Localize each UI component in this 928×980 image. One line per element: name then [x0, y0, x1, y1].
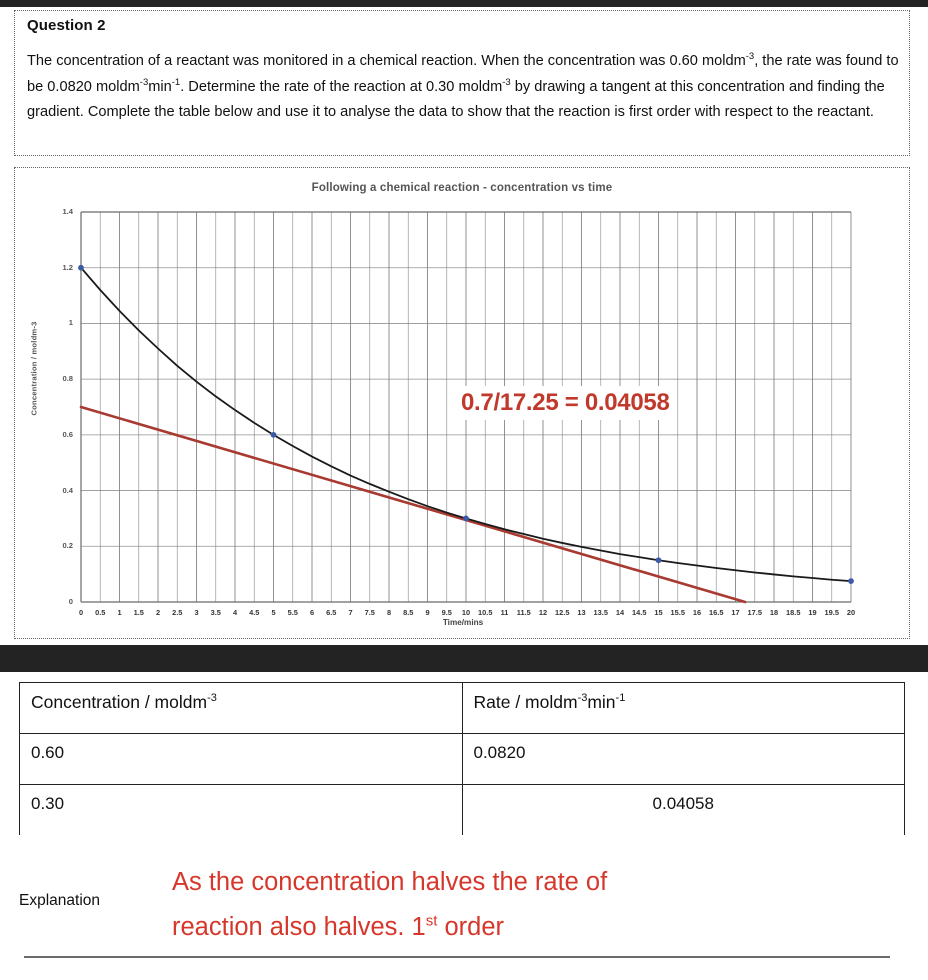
x-axis-tick: 12.5	[555, 608, 570, 617]
x-axis-tick: 5.5	[287, 608, 298, 617]
middle-dark-band	[0, 645, 928, 672]
question-line: The concentration of a reactant was monitored in a chemical reaction. When the concentration was	[27, 53, 666, 69]
x-axis-tick: 8.5	[403, 608, 414, 617]
cell-rate[interactable]: 0.0820	[462, 734, 905, 785]
x-axis-tick: 14.5	[632, 608, 647, 617]
explanation-answer-text	[172, 860, 872, 950]
x-axis-tick: 18.5	[786, 608, 801, 617]
y-axis-tick: 0	[68, 597, 73, 606]
table-header-row	[20, 683, 905, 734]
y-axis-tick: 0.8	[62, 374, 73, 384]
x-axis-tick: 2.5	[172, 608, 183, 617]
x-axis-tick: 4	[232, 608, 238, 617]
chart-title: Following a chemical reaction - concentration vs time	[311, 182, 613, 194]
cell-rate[interactable]: 0.04058	[462, 785, 905, 836]
x-axis-tick: 14	[615, 608, 625, 617]
results-table	[19, 682, 905, 836]
x-axis-tick: 16	[692, 608, 702, 617]
x-axis-tick: 7	[348, 608, 353, 617]
y-axis-tick: 0.4	[62, 485, 73, 495]
x-axis-tick: 9	[425, 608, 430, 617]
x-axis-tick: 13	[577, 608, 586, 617]
top-dark-band	[0, 0, 928, 7]
x-axis-tick: 6.5	[326, 608, 337, 617]
question-section	[0, 7, 928, 645]
x-axis-tick: 17	[731, 608, 740, 617]
x-axis-tick: 10	[461, 608, 471, 617]
x-axis-tick: 13.5	[593, 608, 608, 617]
explanation-label: Explanation	[19, 892, 101, 909]
x-axis-tick: 15.5	[670, 608, 685, 617]
y-axis-label: Concentration / moldm-3	[29, 321, 39, 416]
table-header-cell-1: Rate / $moldm^{-3}\min^{-1}$	[462, 683, 905, 734]
gradient-annotation: 0.7/17.25 = 0.04058	[455, 386, 676, 420]
x-axis-tick: 1.5	[133, 608, 144, 617]
x-axis-tick: 1	[117, 608, 122, 617]
x-axis-tick: 11	[500, 608, 509, 617]
x-axis-tick: 7.5	[364, 608, 375, 617]
x-axis-tick: 10.5	[478, 608, 493, 617]
y-axis-tick: 0.6	[62, 429, 73, 439]
x-axis-tick: 16.5	[709, 608, 724, 617]
question-line: 0.60 moldm$^{-3}$, the rate was found to be 0.0820 $moldm^{-3}\min^{-1}$. Determine the rate of the reaction at	[27, 51, 899, 95]
x-axis-tick: 8	[386, 608, 392, 617]
y-axis-tick: 1	[68, 318, 73, 328]
y-axis-tick: 1.4	[62, 207, 73, 216]
plot-area	[15, 168, 911, 640]
x-axis-tick: 9.5	[441, 608, 452, 617]
x-axis-tick: 19.5	[824, 608, 839, 617]
x-axis-tick: 0.5	[95, 608, 106, 617]
bottom-divider	[24, 956, 890, 958]
x-axis-tick: 15	[654, 608, 663, 617]
table-row[interactable]	[20, 785, 905, 836]
x-axis-tick: 17.5	[747, 608, 762, 617]
table-body	[20, 683, 905, 836]
explanation-line-2: reaction also halves. 1st order	[172, 912, 505, 941]
x-axis-tick: 3	[194, 608, 199, 617]
x-axis-tick: 6	[309, 608, 315, 617]
question-body	[27, 49, 899, 126]
x-axis-tick: 18	[769, 608, 779, 617]
table-section	[0, 672, 928, 835]
explanation-section	[0, 835, 928, 980]
page-title: Question 2	[27, 17, 106, 34]
question-line: below and use it to analyse the data to show that the reaction is first order with respect to the reactant.	[214, 104, 874, 120]
y-axis-tick: 1.2	[62, 262, 73, 272]
x-axis-label: Time/mins	[442, 618, 484, 627]
x-axis-tick: 11.5	[516, 608, 531, 617]
y-axis-tick: 0.2	[62, 541, 73, 551]
x-axis-tick: 12	[538, 608, 548, 617]
table-row[interactable]	[20, 734, 905, 785]
explanation-line-1: As the concentration halves the rate of	[172, 868, 608, 896]
x-axis-tick: 3.5	[210, 608, 221, 617]
x-axis-tick: 19	[808, 608, 817, 617]
cell-concentration[interactable]: 0.30	[20, 785, 463, 836]
chart-frame	[14, 167, 910, 639]
x-axis-tick: 5	[271, 608, 276, 617]
question-line: 0.30 moldm$^{-3}$ by drawing a tangent at this concentration and finding the gradient. Complete the table	[27, 76, 885, 120]
x-axis-tick: 4.5	[249, 608, 260, 617]
cell-concentration[interactable]: 0.60	[20, 734, 463, 785]
table-header-cell-0: Concentration / moldm$^{-3}$	[20, 683, 463, 734]
x-axis-tick: 2	[155, 608, 161, 617]
x-axis-tick: 20	[846, 608, 856, 617]
question-text-block	[14, 10, 910, 156]
x-axis-tick: 0	[78, 608, 84, 617]
